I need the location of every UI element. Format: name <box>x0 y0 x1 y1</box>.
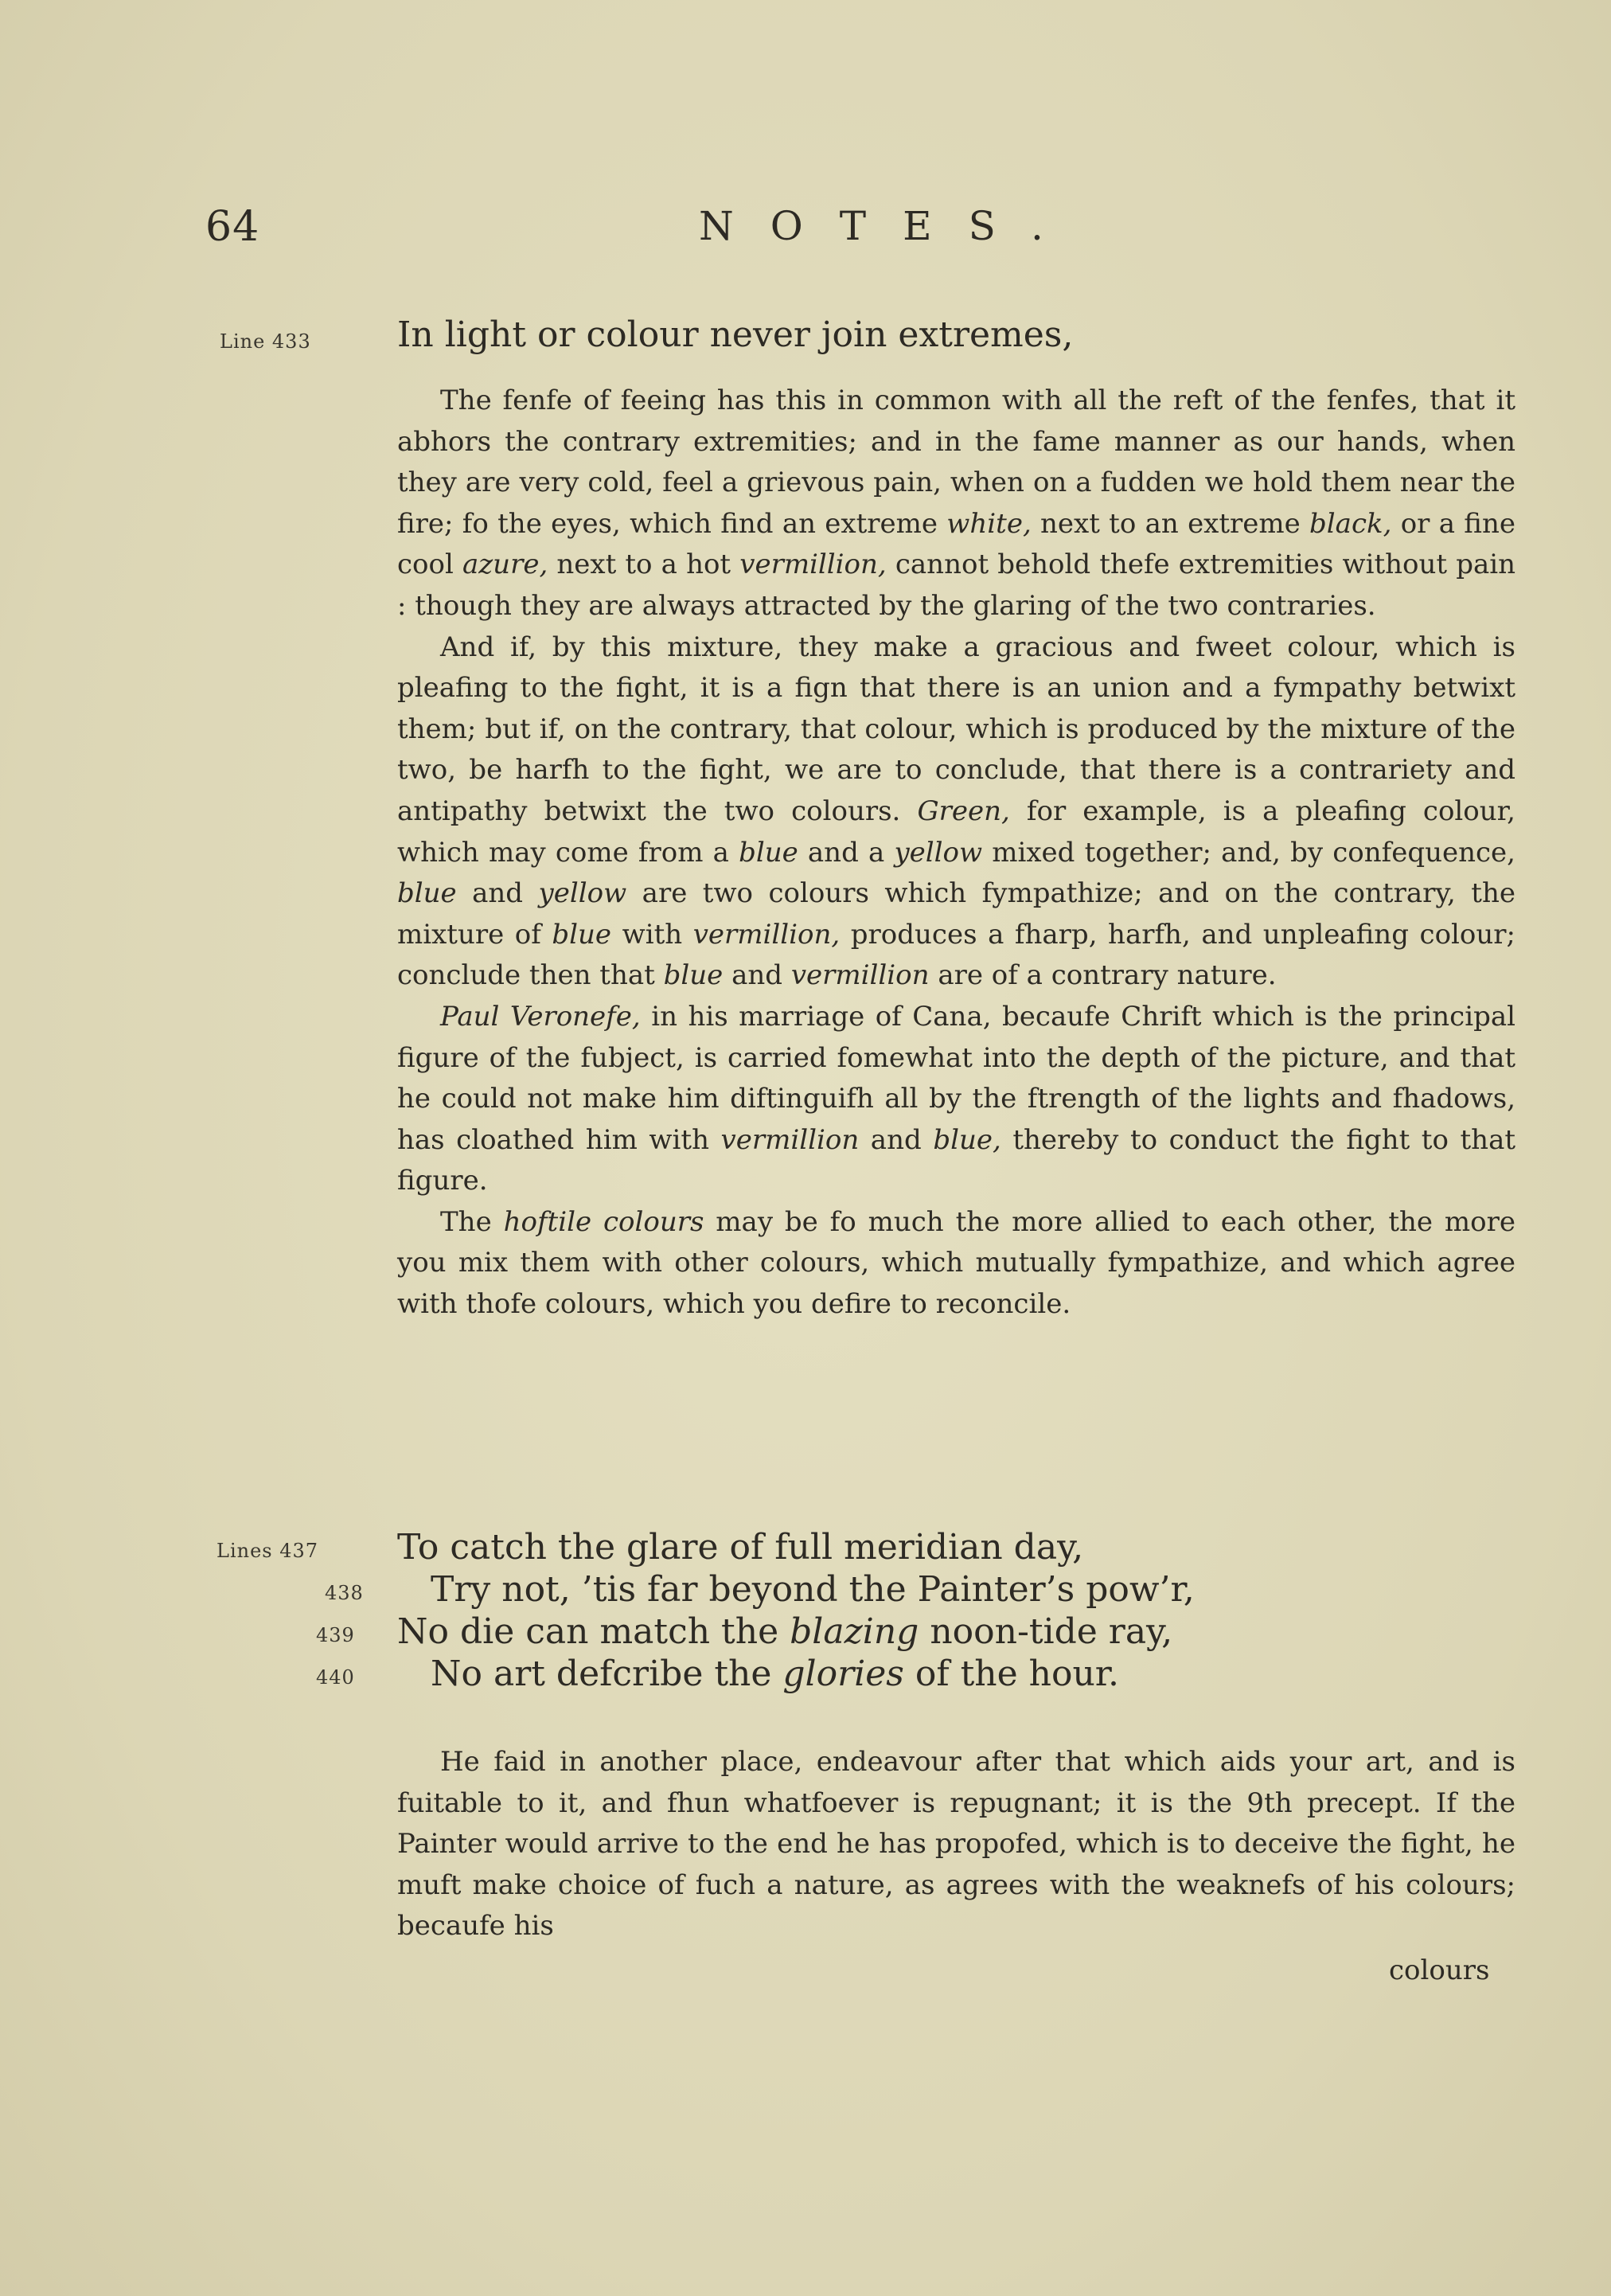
text-run: next to an extreme <box>1031 507 1310 540</box>
text-run: To catch the glare of full meridian day, <box>397 1527 1084 1568</box>
line-number-label: 439 <box>316 1624 355 1646</box>
text-run: and <box>859 1123 934 1156</box>
italic-text: Paul Veronefe, <box>440 1000 641 1033</box>
text-run: produces a fharp, harfh, and unpleafing colour; conclude then that <box>397 918 1515 992</box>
text-run: in his marriage of Cana, becaufe Chrift which is the principal figure of the fubject, is carried fomewhat into the depth of the picture, and that he could not make him diftinguifh all by the ftrength of the lights and fhadows, has cloathed him with <box>397 1000 1515 1156</box>
verse-line: In light or colour never join extremes, <box>397 314 1074 355</box>
text-run: Try not, ’tis far beyond the Painter’s pow’r, <box>431 1569 1195 1610</box>
italic-text: glories <box>782 1654 904 1694</box>
paragraph <box>397 997 1515 1202</box>
text-run: next to a hot <box>548 549 740 581</box>
line-number-label: Line 433 <box>220 330 311 353</box>
italic-text: blue <box>663 959 724 992</box>
verse-line <box>397 1611 1172 1652</box>
italic-text: azure, <box>462 549 548 581</box>
note-commentary <box>397 381 1515 1326</box>
text-run: may be fo much the more allied to each other, the more you mix them with other colours, which mutually fympathize, and which agree with thofe colours, which you defire to reconcile. <box>397 1205 1515 1321</box>
text-run: mixed together; and, by confequence, <box>982 836 1515 869</box>
note-commentary <box>397 1742 1515 1947</box>
italic-text: blue <box>739 836 798 869</box>
text-run: No die can match the <box>397 1611 790 1652</box>
italic-text: yellow <box>894 836 983 869</box>
catchword: colours <box>1389 1954 1490 1986</box>
verse-line <box>431 1654 1119 1694</box>
italic-text: Green, <box>917 795 1010 827</box>
text-run: No art defcribe the <box>431 1654 783 1694</box>
italic-text: vermillion <box>720 1123 860 1156</box>
text-run: for example, is a pleafing colour, which may come from a <box>397 795 1515 869</box>
paragraph <box>397 1202 1515 1326</box>
page-header <box>0 203 1611 267</box>
running-head: NOTES. <box>699 203 1080 249</box>
text-run: noon-tide ray, <box>919 1611 1173 1652</box>
text-run: are of a contrary nature. <box>929 959 1277 992</box>
italic-text: blazing <box>790 1611 919 1652</box>
text-run: or a fine cool <box>397 507 1515 581</box>
text-run: thereby to conduct the fight to that figure. <box>397 1123 1516 1197</box>
line-number-label: Lines 437 <box>216 1540 319 1562</box>
text-run: and <box>456 877 539 910</box>
paragraph <box>397 381 1515 627</box>
italic-text: blue <box>552 918 612 951</box>
italic-text: hoftile colours <box>503 1205 704 1238</box>
line-number-label: 438 <box>325 1582 364 1604</box>
line-number-label: 440 <box>316 1666 355 1689</box>
text-run: And if, by this mixture, they make a gracious and fweet colour, which is pleafing to the fight, it is a fign that there is an union and a fympathy betwixt them; but if, on the contrary, that colour, which is produced by the mixture of the two, be harfh to the fight, we are to conclude, that there is a contrariety and antipathy betwixt the two colours. <box>397 631 1515 827</box>
italic-text: blue, <box>933 1123 1001 1156</box>
italic-text: white, <box>946 507 1032 540</box>
verse-line <box>397 1527 1083 1568</box>
verse-line <box>431 1569 1195 1610</box>
italic-text: blue <box>397 877 457 910</box>
italic-text: yellow <box>538 877 627 910</box>
text-run: of the hour. <box>903 1654 1119 1694</box>
text-run: He faid in another place, endeavour after that which aids your art, and is fuitable to it, and fhun whatfoever is repugnant; it is the 9th precept. If the Painter would arrive to the end he has propofed, which is to deceive the fight, he muft make choice of fuch a nature, as agrees with the weaknefs of his colours; becaufe his <box>397 1746 1515 1943</box>
italic-text: vermillion, <box>692 918 841 951</box>
text-run: and a <box>798 836 895 869</box>
text-run: cannot behold thefe extremities without pain : though they are always attracted by the glaring of the two contraries. <box>397 549 1515 622</box>
text-run: and <box>723 959 791 992</box>
text-run: with <box>611 918 693 951</box>
paragraph <box>397 1742 1515 1947</box>
paragraph <box>397 627 1515 997</box>
text-run: The fenfe of feeing has this in common with all the reft of the fenfes, that it abhors the contrary extremities; and in the fame manner as our hands, when they are very cold, feel a grievous pain, when on a fudden we hold them near the fire; fo the eyes, which find an extreme <box>397 385 1515 540</box>
italic-text: vermillion <box>790 959 930 992</box>
italic-text: vermillion, <box>739 549 887 581</box>
text-run: are two colours which fympathize; and on the contrary, the mixture of <box>397 877 1515 951</box>
italic-text: black, <box>1309 507 1392 540</box>
page-number: 64 <box>205 203 260 251</box>
text-run: The <box>440 1205 504 1238</box>
